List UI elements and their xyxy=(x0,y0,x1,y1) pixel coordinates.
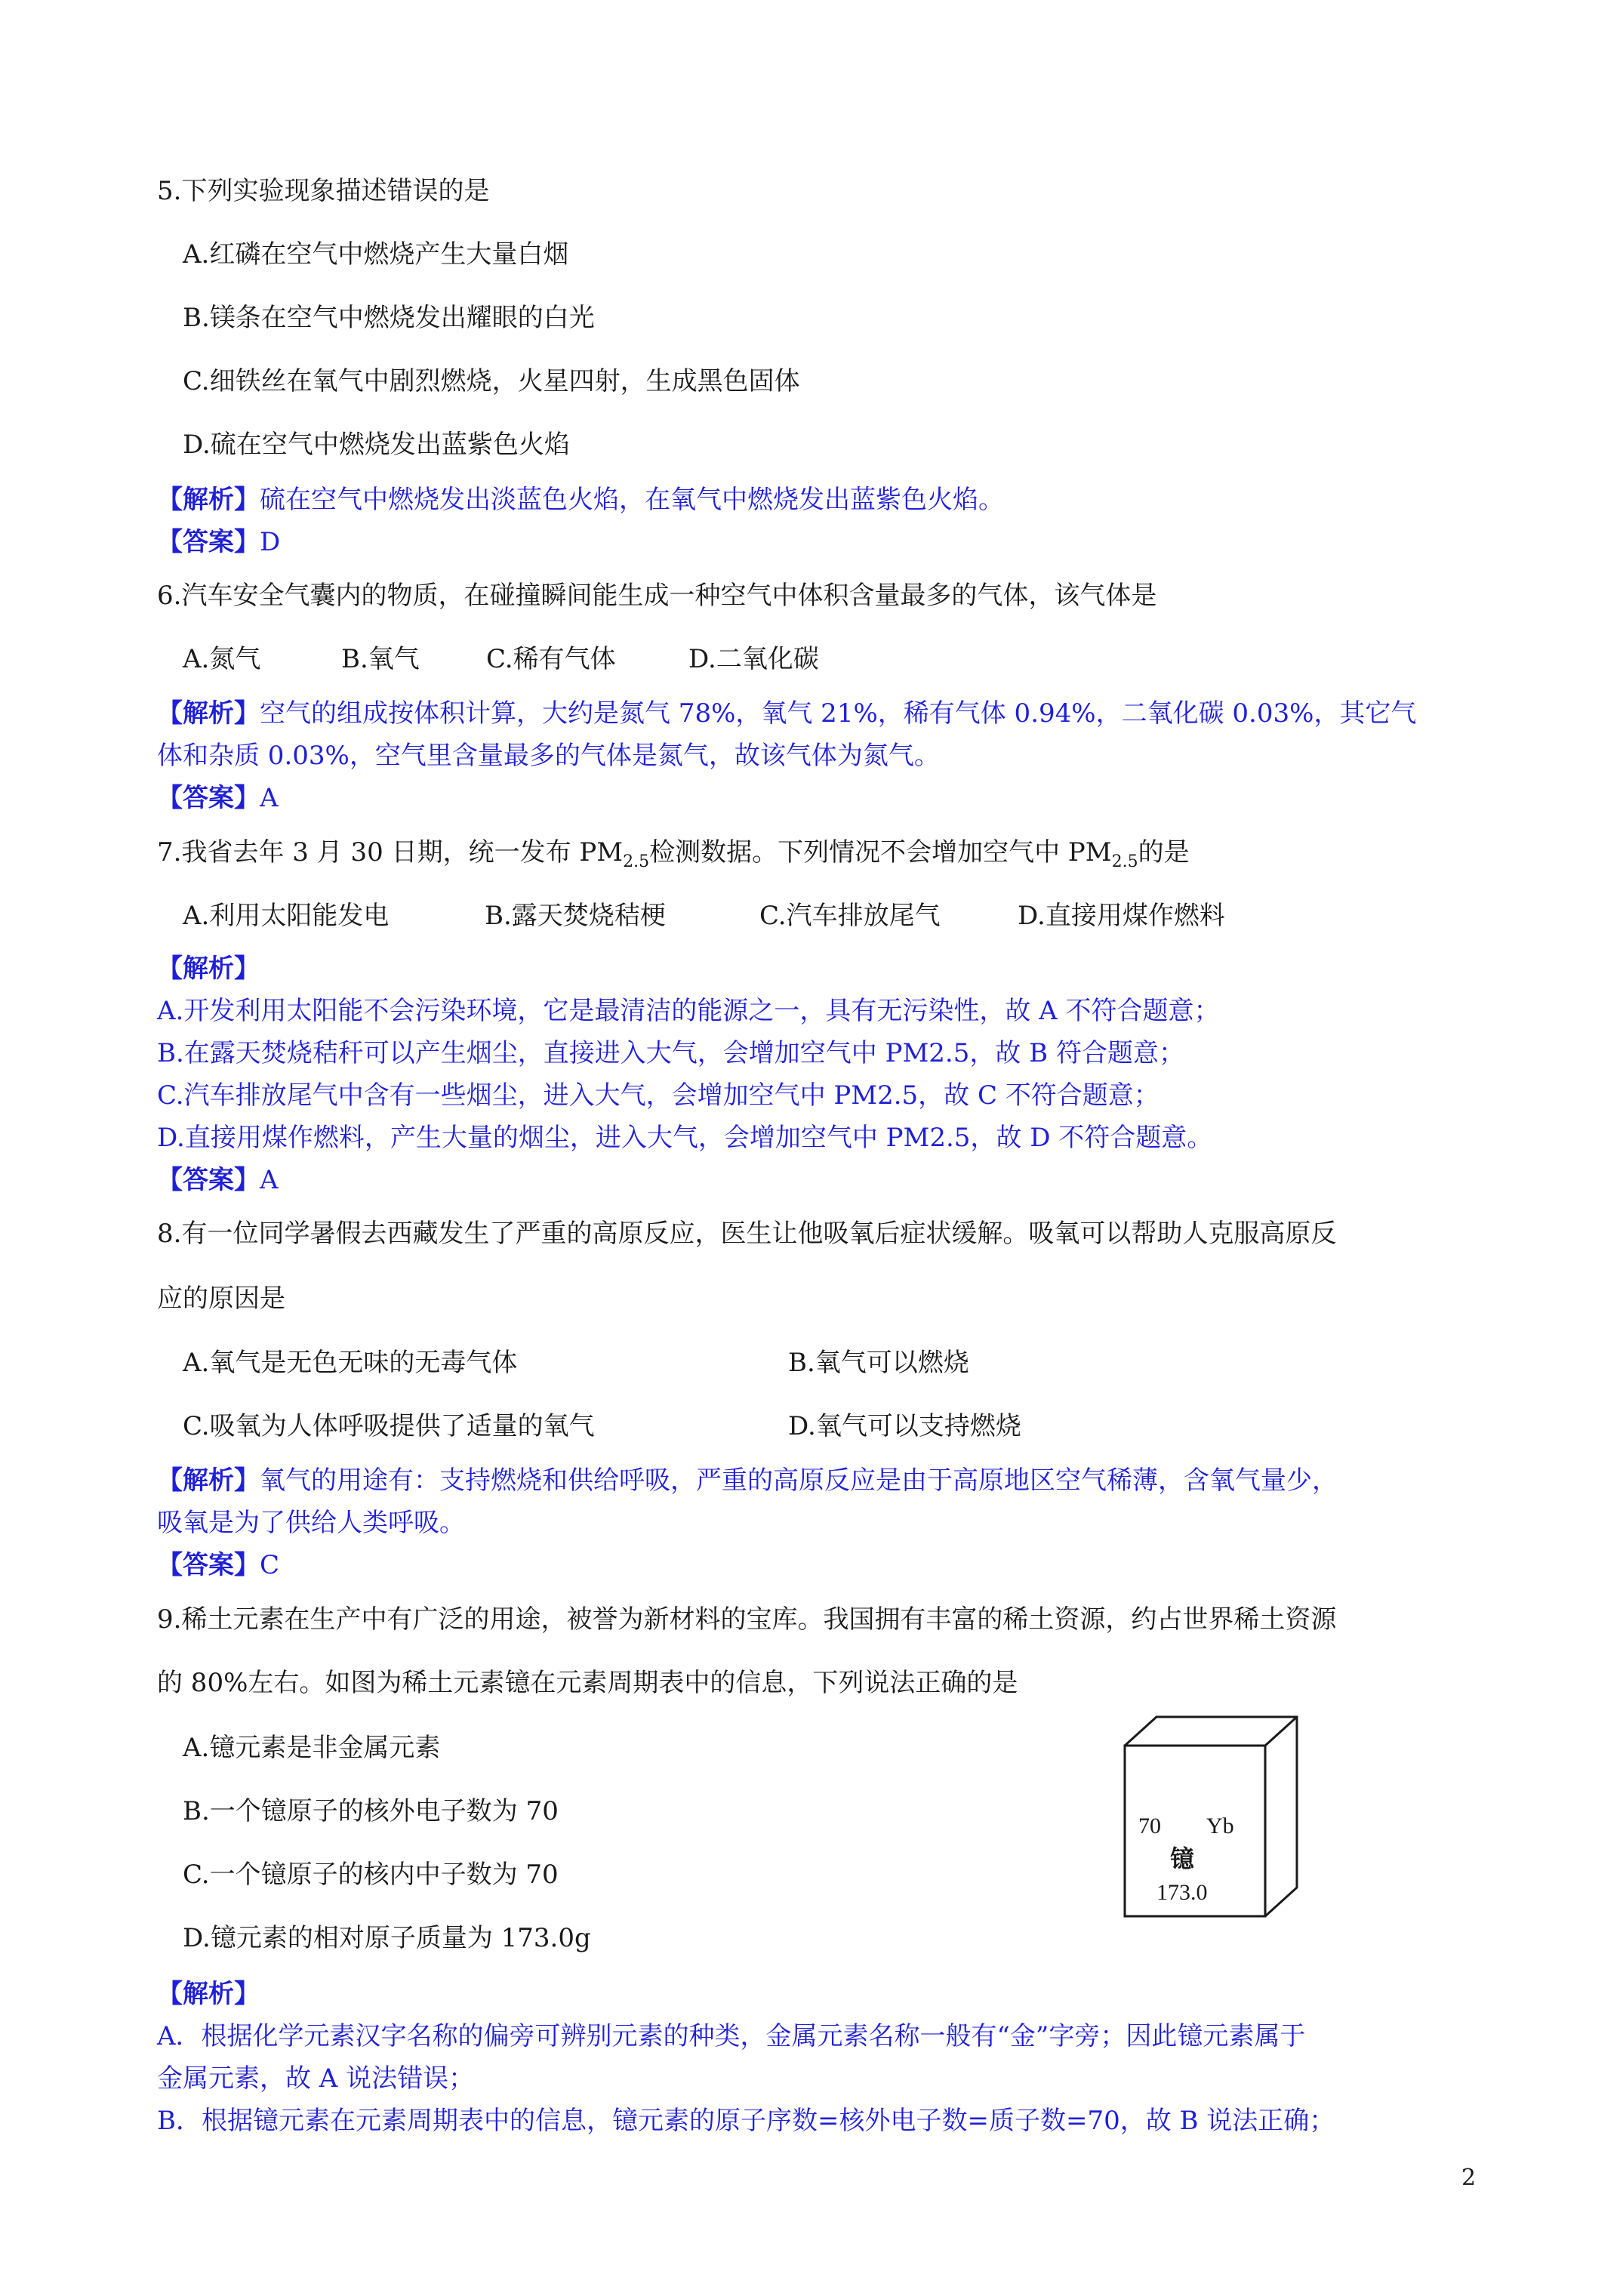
q5-option-d: D.硫在空气中燃烧发出蓝紫色火焰 xyxy=(183,430,570,460)
answer-value: A xyxy=(260,783,279,813)
q8-option-a: A.氧气是无色无味的无毒气体 xyxy=(183,1348,518,1378)
q7-option-d: D.直接用煤作燃料 xyxy=(1018,901,1225,931)
q7-stem-sub-2: 2.5 xyxy=(1111,852,1138,871)
q7-stem-sub-1: 2.5 xyxy=(623,852,650,871)
q7-option-c: C.汽车排放尾气 xyxy=(759,901,941,931)
q5-option-c: C.细铁丝在氧气中剧烈燃烧，火星四射，生成黑色固体 xyxy=(183,366,800,396)
answer-tag: 【答案】 xyxy=(157,1550,260,1580)
element-name: 镱 xyxy=(1170,1845,1195,1873)
q8-analysis-line2: 吸氧是为了供给人类呼吸。 xyxy=(157,1508,465,1538)
q7-stem-part-b: 检测数据。下列情况不会增加空气中 PM xyxy=(649,837,1112,868)
q6-analysis-line2: 体和杂质 0.03%，空气里含量最多的气体是氮气，故该气体为氮气。 xyxy=(157,741,940,771)
q9-analysis-tag: 【解析】 xyxy=(157,1979,260,2009)
q5-answer xyxy=(157,529,280,555)
q7-stem xyxy=(157,837,1190,871)
q5-option-a: A.红磷在空气中燃烧产生大量白烟 xyxy=(183,239,569,270)
element-atomic-number: 70 xyxy=(1138,1814,1161,1838)
q9-stem-line2: 的 80%左右。如图为稀土元素镱在元素周期表中的信息，下列说法正确的是 xyxy=(157,1668,1018,1698)
answer-tag: 【答案】 xyxy=(157,527,260,557)
q9-option-d: D.镱元素的相对原子质量为 173.0g xyxy=(183,1923,591,1953)
analysis-text: 空气的组成按体积计算，大约是氮气 78%，氧气 21%，稀有气体 0.94%，二氧化碳 0.03%，其它气 xyxy=(260,698,1417,729)
q8-option-b: B.氧气可以燃烧 xyxy=(788,1348,969,1378)
q8-stem-line1: 8.有一位同学暑假去西藏发生了严重的高原反应，医生让他吸氧后症状缓解。吸氧可以帮助人克服高原反 xyxy=(157,1219,1337,1249)
q9-option-b: B.一个镱原子的核外电子数为 70 xyxy=(183,1796,559,1826)
q7-analysis-line-a: A.开发利用太阳能不会污染环境，它是最清洁的能源之一，具有无污染性，故 A 不符合题意； xyxy=(157,996,1220,1026)
page-number: 2 xyxy=(1461,2165,1477,2191)
answer-tag: 【答案】 xyxy=(157,1165,260,1195)
q7-analysis-line-c: C.汽车排放尾气中含有一些烟尘，进入大气，会增加空气中 PM2.5，故 C 不符合题意； xyxy=(157,1080,1160,1111)
q6-stem: 6.汽车安全气囊内的物质，在碰撞瞬间能生成一种空气中体积含量最多的气体，该气体是 xyxy=(157,581,1157,611)
q6-answer xyxy=(157,785,279,811)
q9-analysis-line-2: 金属元素，故 A 说法错误； xyxy=(157,2063,475,2094)
analysis-text: 氧气的用途有：支持燃烧和供给呼吸，严重的高原反应是由于高原地区空气稀薄，含氧气量少， xyxy=(260,1465,1338,1496)
q8-answer xyxy=(157,1552,279,1578)
q6-option-a: A.氮气 xyxy=(183,644,261,674)
analysis-tag: 【解析】 xyxy=(157,698,260,729)
q9-option-a: A.镱元素是非金属元素 xyxy=(183,1733,441,1763)
analysis-tag: 【解析】 xyxy=(157,485,260,515)
q7-option-b: B.露天焚烧秸梗 xyxy=(485,901,666,931)
q5-stem: 5.下列实验现象描述错误的是 xyxy=(157,176,490,206)
q7-analysis-line-d: D.直接用煤作燃料，产生大量的烟尘，进入大气，会增加空气中 PM2.5，故 D 不符合题意。 xyxy=(157,1123,1213,1153)
element-atomic-mass: 173.0 xyxy=(1156,1880,1208,1905)
q6-option-d: D.二氧化碳 xyxy=(688,644,819,674)
q7-option-a: A.利用太阳能发电 xyxy=(183,901,390,931)
q9-option-c: C.一个镱原子的核内中子数为 70 xyxy=(183,1860,559,1890)
q5-option-b: B.镁条在空气中燃烧发出耀眼的白光 xyxy=(183,303,595,333)
q6-analysis-line1 xyxy=(157,698,1417,729)
answer-value: C xyxy=(260,1550,280,1580)
q8-stem-line2: 应的原因是 xyxy=(157,1284,285,1314)
q5-analysis xyxy=(157,487,1004,513)
q6-option-b: B.氧气 xyxy=(341,644,420,674)
q8-analysis-line1 xyxy=(157,1465,1338,1496)
q8-option-d: D.氧气可以支持燃烧 xyxy=(788,1411,1021,1441)
analysis-text: 硫在空气中燃烧发出淡蓝色火焰，在氧气中燃烧发出蓝紫色火焰。 xyxy=(260,485,1004,515)
analysis-tag: 【解析】 xyxy=(157,1465,260,1496)
q7-answer xyxy=(157,1167,279,1193)
q7-analysis-tag: 【解析】 xyxy=(157,954,260,984)
element-symbol: Yb xyxy=(1206,1814,1234,1838)
q9-analysis-line-3: B．根据镱元素在元素周期表中的信息，镱元素的原子序数=核外电子数=质子数=70，故 B 说法正确； xyxy=(157,2106,1335,2136)
q8-option-c: C.吸氧为人体呼吸提供了适量的氧气 xyxy=(183,1411,595,1441)
q9-stem-line1: 9.稀土元素在生产中有广泛的用途，被誉为新材料的宝库。我国拥有丰富的稀土资源，约占世界稀土资源 xyxy=(157,1604,1337,1635)
q6-option-c: C.稀有气体 xyxy=(486,644,616,674)
q7-stem-part-c: 的是 xyxy=(1138,837,1190,868)
q7-stem-part-a: 7.我省去年 3 月 30 日期，统一发布 PM xyxy=(157,837,624,868)
answer-value: A xyxy=(260,1165,279,1195)
q7-analysis-line-b: B.在露天焚烧秸秆可以产生烟尘，直接进入大气，会增加空气中 PM2.5，故 B 符合题意； xyxy=(157,1038,1184,1068)
element-cube-figure xyxy=(1122,1714,1303,1919)
answer-value: D xyxy=(260,527,281,557)
answer-tag: 【答案】 xyxy=(157,783,260,813)
q9-analysis-line-1: A．根据化学元素汉字名称的偏旁可辨别元素的种类，金属元素名称一般有“金”字旁；因此镱元素属于 xyxy=(157,2021,1306,2051)
